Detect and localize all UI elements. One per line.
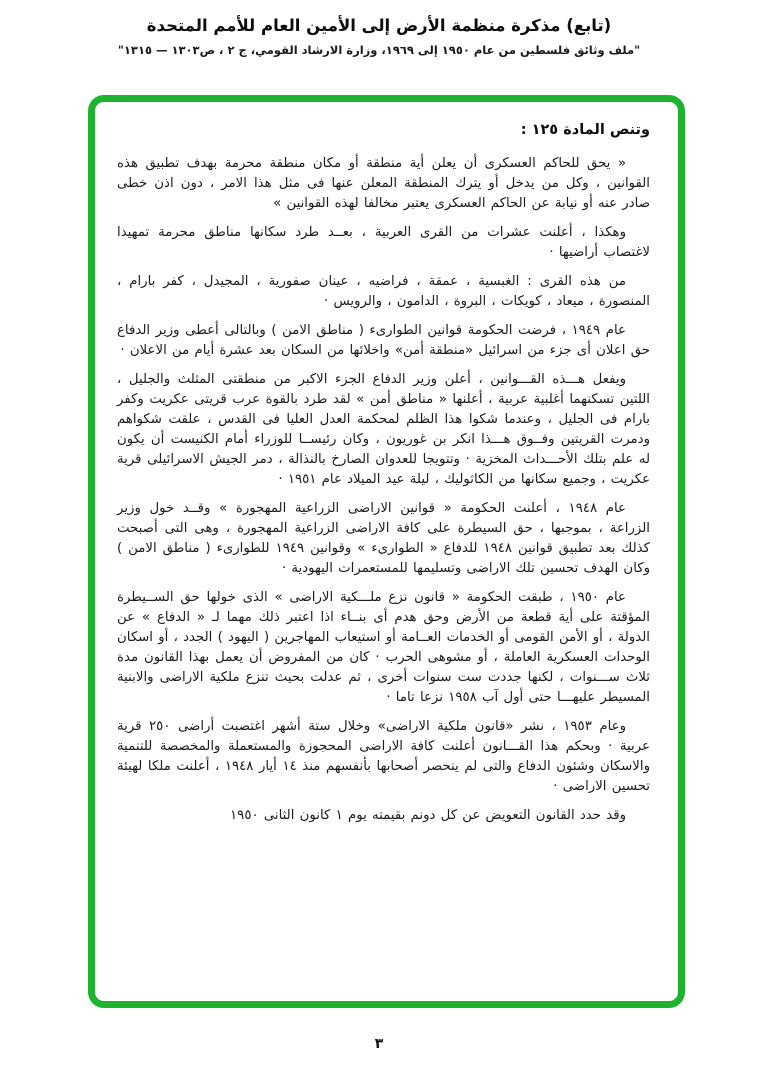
paragraph-compensation: وقد حدد القانون التعويض عن كل دونم بقيمته يوم ١ كانون الثانى ١٩٥٠ bbox=[230, 808, 626, 823]
paragraph-1950-expropriation-law: عام ١٩٥٠ ، طبقت الحكومة « قانون نزع ملـــكية الاراضى » الذى خولها حق الســيطرة المؤقتة على أية قطعة من الأرض وحق هدم أى بنــاء اذا اعتبر ذلك مهما لـ « الدفاع » عن الدولة ، أو الأمن القومى أو الخدمات العــامة أو استيعاب المهاجرين ( اليهود ) الجدد ، أو اسكان الوحدات العسكرية العاملة ، أو مشوهى الحرب · كان من المفروض أن يعمل بهذا القانون مدة ثلاث ســـنوات ، لكنها جددت ست سنوات أخرى ، ثم عدلت بحيث تنزع ملكية الاراضى والابنية المسيطر عليهـــا حتى أول آب ١٩٥٨ نزعا تاما · bbox=[117, 590, 650, 705]
green-border-frame bbox=[88, 95, 685, 1008]
page-number: ٣ bbox=[374, 1036, 384, 1052]
paragraph-article-text: « يحق للحاكم العسكرى أن يعلن أية منطقة أو مكان منطقة محرمة بهدف تطبيق هذه القوانين ، وكل من يدخل أو يترك المنطقة المعلن عنها فى مثل هذا الامر ، دون اذن خطى صادر عنه أو نيابة عن الحاكم العسكرى يعتبر مخالفا لهذه القوانين » bbox=[117, 156, 650, 211]
paragraph-1948-abandoned-lands: عام ١٩٤٨ ، أعلنت الحكومة « قوانين الاراضى الزراعية المهجورة » وقــد خول وزير الزراعة ، بموجبها ، حق السيطرة على كافة الاراضى الزراعية المهجورة ، وهى التى أصبحت كذلك بعد تطبيق قوانين ١٩٤٨ للدفاع « الطوارىء » وقوانين ١٩٤٩ للطوارىء ( مناطق الامن ) وكان الهدف تحسين تلك الاراضى وتسليمها للمستعمرات اليهودية · bbox=[117, 501, 650, 576]
document-title: (تابع) مذكرة منظمة الأرض إلى الأمين العام للأمم المتحدة bbox=[146, 16, 612, 35]
page-header bbox=[0, 16, 758, 57]
paragraph-villages-declared: وهكذا ، أعلنت عشرات من القرى العربية ، بعــد طرد سكانها مناطق محرمة تمهيدا لاغتصاب أراضيها · bbox=[117, 225, 650, 260]
document-source-citation: "ملف وثائق فلسطين من عام ١٩٥٠ إلى ١٩٦٩، وزارة الارشاد القومي، ج ٢ ، ص١٣٠٣ — ١٣١٥" bbox=[117, 43, 641, 57]
paragraph-security-zones: ويفعل هـــذه القـــوانين ، أعلن وزير الدفاع الجزء الاكبر من منطقتى المثلث والجليل ، اللتين تسكنهما أغلبية عربية ، أعلنها « مناطق أمن » لقد طرد بالقوة عرب قريتى عكريت وكفر بارام فى الجليل ، وعندما شكوا هذا الظلم لمحكمة العدل العليا فى القدس ، علقت شكواهم ودمرت القريتين وفــوق هـــذا انكر بن غوريون ، وكان رئيســا للوزراء أمام الكنيست أن يكون له علم بتلك الأحـــداث المخزية · وتتويجا للعدوان الصارخ بالنذالة ، دمر الجيش الاسرائيلى قرية عكريت ، وجميع سكانها من الكاثوليك ، ليلة عيد الميلاد عام ١٩٥١ · bbox=[117, 372, 650, 487]
article-125-heading: وتنص المادة ١٢٥ : bbox=[520, 122, 650, 138]
paragraph-village-names: من هذه القرى : الغبسية ، عمقة ، فراضيه ، عينان صفورية ، المجيدل ، كفر بارام ، المنصورة ، ميعاد ، كويكات ، البروة ، الدامون ، والرويس · bbox=[117, 274, 650, 309]
paragraph-1953-land-ownership-law: وعام ١٩٥٣ ، نشر «قانون ملكية الاراضى» وخلال ستة أشهر اغتصبت أراضى ٢٥٠ قرية عربية · وبحكم هذا القـــانون أعلنت كافة الاراضى المحجوزة والمستعملة والمخصصة للتنمية والاسكان وشئون الدفاع والتى لم ينحصر أصحابها بأنفسهم منذ ١٤ أيار ١٩٤٨ ، أعلنت ملكا لهيئة تحسين الاراضى · bbox=[117, 719, 650, 794]
paragraph-1949-emergency-laws: عام ١٩٤٩ ، فرضت الحكومة قوانين الطوارىء ( مناطق الامن ) وبالتالى أعطى وزير الدفاع حق اعلان أى جزء من اسرائيل «منطقة أمن» واخلائها من السكان بعد عشرة أيام من الاعلان · bbox=[117, 323, 650, 358]
